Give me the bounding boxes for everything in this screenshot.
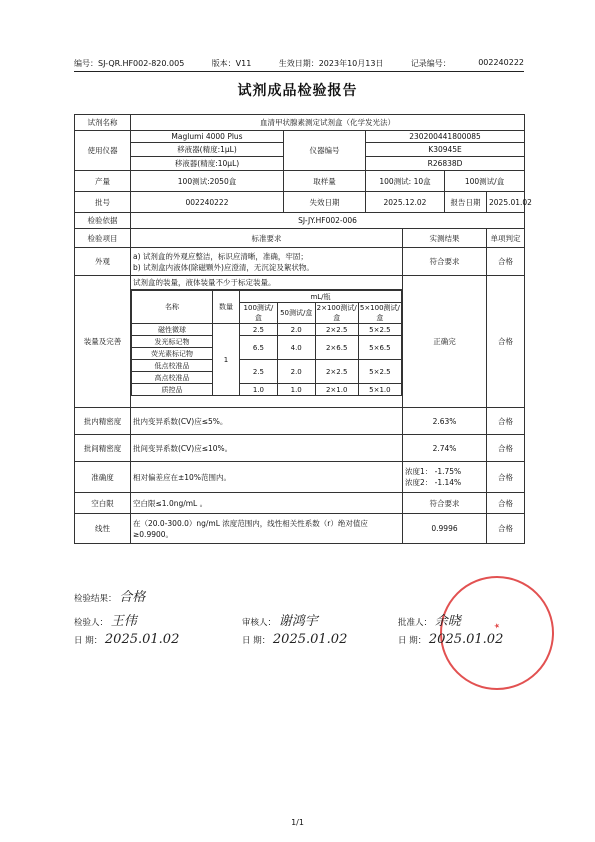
date-handwriting: 2025.01.02 (272, 632, 348, 647)
instrument-no-1: 230200441800085 (366, 131, 525, 143)
report-date: 2025.01.02 (487, 192, 525, 213)
loading-req-text: 试剂盒的装量，液体装量不少于标定装量。 (131, 276, 402, 290)
loading-verdict: 合格 (487, 276, 525, 408)
spec: 100测试/盒 (445, 171, 525, 192)
basis-value: SJ-JY.HF002-006 (131, 213, 525, 229)
blank-name: 空白限 (75, 493, 131, 514)
reagent-name: 血清甲状腺素测定试剂盒（化学发光法） (131, 115, 525, 131)
conclusion (74, 586, 145, 605)
cell: 2.5 (240, 360, 278, 384)
instrument-no-3: R26838D (366, 157, 525, 171)
cell: 2×2.5 (315, 360, 358, 384)
basis-label: 检验依据 (75, 213, 131, 229)
linearity-verdict: 合格 (487, 514, 525, 544)
accuracy-name: 准确度 (75, 462, 131, 493)
appearance-req-a: a) 试剂盒的外观应整洁，标识应清晰，准确，牢固； (133, 251, 308, 261)
col-name: 名称 (132, 291, 213, 324)
intra-name: 批内精密度 (75, 408, 131, 435)
inspector-label: 检验人： (74, 618, 109, 628)
reviewer (242, 610, 318, 629)
date-handwriting: 2025.01.02 (104, 632, 180, 647)
cell: 5×6.5 (358, 336, 401, 360)
appearance-name: 外观 (75, 248, 131, 276)
instrument-name: Maglumi 4000 Plus (131, 131, 284, 143)
batch-value: 002240222 (131, 192, 284, 213)
inter-verdict: 合格 (487, 435, 525, 462)
instrument-no-label: 仪器编号 (284, 131, 366, 171)
date-label: 日 期： (74, 636, 103, 646)
document-header (74, 58, 524, 72)
qty: 1 (213, 324, 240, 396)
col-5x100: 5×100测试/盒 (359, 304, 400, 322)
report-date-label: 报告日期 (445, 192, 487, 213)
unit: mL/瓶 (240, 291, 402, 303)
row-name: 高点校准品 (132, 372, 213, 384)
col-standard: 标准要求 (131, 229, 403, 248)
col-qty: 数量 (213, 291, 240, 324)
date-handwriting: 2025.01.02 (428, 632, 504, 647)
cell: 5×2.5 (358, 324, 401, 336)
output-value: 100测试:2050盒 (131, 171, 284, 192)
blank-requirement: 空白限≤1.0ng/mL 。 (131, 493, 403, 514)
loading-requirement (131, 276, 403, 408)
col-item: 检验项目 (75, 229, 131, 248)
cell: 4.0 (277, 336, 315, 360)
approver (398, 610, 461, 629)
cell: 2.5 (240, 324, 278, 336)
page-number: 1/1 (291, 818, 304, 827)
approver-label: 批准人： (398, 618, 433, 628)
appearance-result: 符合要求 (403, 248, 487, 276)
appearance-verdict: 合格 (487, 248, 525, 276)
instrument-no-2: K30945E (366, 143, 525, 157)
cell: 5×2.5 (358, 360, 401, 384)
inspector-date (74, 632, 179, 647)
batch-label: 批号 (75, 192, 131, 213)
date-label: 日 期： (398, 636, 427, 646)
linearity-name: 线性 (75, 514, 131, 544)
intra-result: 2.63% (403, 408, 487, 435)
accuracy-result (403, 462, 487, 493)
loading-volume-table (131, 290, 402, 396)
approver-date (398, 632, 503, 647)
sample-qty-label: 取样量 (284, 171, 366, 192)
date-label: 日 期： (242, 636, 271, 646)
inspector (74, 610, 137, 629)
col-100: 100测试/盒 (240, 303, 278, 324)
cell: 2×2.5 (315, 324, 358, 336)
col-result: 实测结果 (403, 229, 487, 248)
loading-result: 正确完 (403, 276, 487, 408)
approver-signature: 余晓 (434, 614, 461, 629)
instrument-label: 使用仪器 (75, 131, 131, 171)
cell: 1.0 (277, 384, 315, 396)
output-label: 产量 (75, 171, 131, 192)
cell: 2.0 (277, 324, 315, 336)
cell: 5×1.0 (358, 384, 401, 396)
accuracy-verdict: 合格 (487, 462, 525, 493)
intra-verdict: 合格 (487, 408, 525, 435)
reviewer-date (242, 632, 347, 647)
col-2x100: 2×100测试/盒 (316, 304, 357, 322)
effective-date: 生效日期：2023年10月13日 (278, 59, 384, 68)
sample-qty: 100测试: 10盒 (366, 171, 445, 192)
col-50: 50测试/盒 (277, 303, 315, 324)
appearance-requirement (131, 248, 403, 276)
cell: 6.5 (240, 336, 278, 360)
company-seal: ★ (440, 576, 554, 690)
reagent-name-label: 试剂名称 (75, 115, 131, 131)
linearity-result: 0.9996 (403, 514, 487, 544)
record-number-label: 记录编号： (410, 59, 451, 68)
page-title: 试剂成品检验报告 (237, 83, 358, 99)
version: 版本：V11 (211, 59, 252, 68)
col-verdict: 单项判定 (487, 229, 525, 248)
pipette-1: 移液器(精度:1μL) (131, 143, 284, 157)
expiry-label: 失效日期 (284, 192, 366, 213)
reviewer-label: 审核人： (242, 618, 277, 628)
row-name: 低点校准品 (132, 360, 213, 372)
blank-verdict: 合格 (487, 493, 525, 514)
expiry-value: 2025.12.02 (366, 192, 445, 213)
linearity-requirement: 在（20.0-300.0）ng/mL 浓度范围内，线性相关性系数（r）绝对值应≥0.9900。 (131, 514, 403, 544)
row-name: 质控品 (132, 384, 213, 396)
cell: 2×6.5 (315, 336, 358, 360)
inter-result: 2.74% (403, 435, 487, 462)
report-table (74, 114, 532, 544)
row-name: 发光标记物 (132, 336, 213, 348)
blank-result: 符合要求 (403, 493, 487, 514)
cell: 2.0 (277, 360, 315, 384)
inter-name: 批间精密度 (75, 435, 131, 462)
conclusion-handwriting: 合格 (119, 590, 146, 605)
record-number: 002240222 (478, 58, 524, 67)
accuracy-result-2: 浓度2： -1.14% (405, 478, 462, 487)
loading-name: 装量及完善 (75, 276, 131, 408)
conclusion-label: 检验结果： (74, 594, 117, 604)
pipette-2: 移液器(精度:10μL) (131, 157, 284, 171)
reviewer-signature: 谢鸿宇 (278, 614, 318, 629)
accuracy-result-1: 浓度1： -1.75% (405, 467, 462, 476)
row-name: 荧光素标记物 (132, 348, 213, 360)
row-name: 磁性微球 (132, 324, 213, 336)
appearance-req-b: b) 试剂盒内液体(除磁颗外)应澄清，无沉淀及絮状物。 (133, 262, 314, 272)
cell: 2×1.0 (315, 384, 358, 396)
inspector-signature: 王伟 (110, 614, 137, 629)
form-number: 编号：SJ-QR.HF002-820.005 (74, 59, 185, 68)
intra-requirement: 批内变异系数(CV)应≤5%。 (131, 408, 403, 435)
accuracy-requirement: 相对偏差应在±10%范围内。 (131, 462, 403, 493)
cell: 1.0 (240, 384, 278, 396)
inter-requirement: 批间变异系数(CV)应≤10%。 (131, 435, 403, 462)
